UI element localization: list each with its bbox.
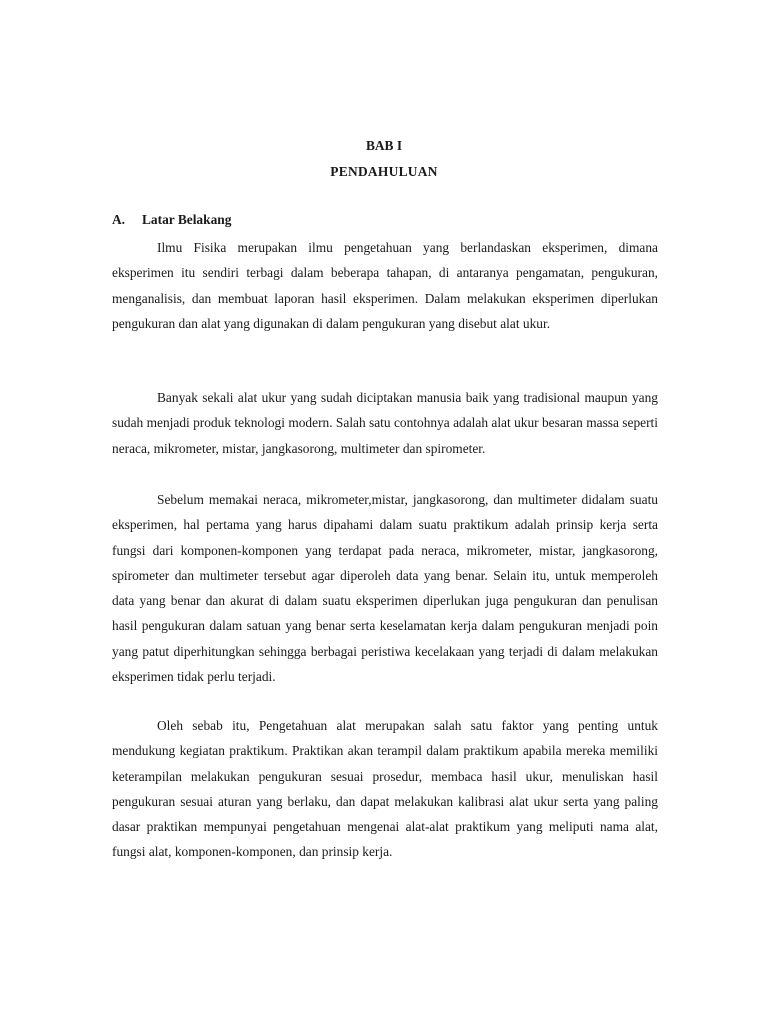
section-heading <box>112 212 231 228</box>
paragraph-4: Oleh sebab itu, Pengetahuan alat merupakan salah satu faktor yang penting untuk mendukung kegiatan praktikum. Praktikan akan terampil dalam praktikum apabila mereka memiliki keterampilan melakukan pengukuran sesuai prosedur, membaca hasil ukur, menuliskan hasil pengukuran sesuai aturan yang berlaku, dan dapat melakukan kalibrasi alat ukur serta yang paling dasar praktikan mempunyai pengetahuan mengenai alat-alat praktikum yang meliputi nama alat, fungsi alat, komponen-komponen, dan prinsip kerja. <box>112 718 658 860</box>
section-letter: A. <box>112 212 126 227</box>
paragraph-2: Banyak sekali alat ukur yang sudah diciptakan manusia baik yang tradisional maupun yang sudah menjadi produk teknologi modern. Salah satu contohnya adalah alat ukur besaran massa seperti neraca, mikrometer, mistar, jangkasorong, multimeter dan spirometer. <box>112 390 658 456</box>
paragraph-3: Sebelum memakai neraca, mikrometer,mistar, jangkasorong, dan multimeter didalam suatu eksperimen, hal pertama yang harus dipahami dalam suatu praktikum adalah prinsip kerja serta fungsi dari komponen-komponen yang terdapat pada neraca, mikrometer, mistar, jangkasorong, spirometer dan multimeter tersebut agar diperoleh data yang benar. Selain itu, untuk memperoleh data yang benar dan akurat di dalam suatu eksperimen diperlukan juga pengukuran dan penulisan hasil pengukuran dalam satuan yang benar serta keselamatan kerja dalam pengukuran menjadi poin yang patut diperhitungkan sehingga berbagai peristiwa kecelakaan yang terjadi di dalam melakukan eksperimen tidak perlu terjadi. <box>112 492 658 685</box>
chapter-number: BAB I <box>365 138 403 153</box>
chapter-title: PENDAHULUAN <box>330 164 438 179</box>
paragraph-1: Ilmu Fisika merupakan ilmu pengetahuan yang berlandaskan eksperimen, dimana eksperimen itu sendiri terbagi dalam beberapa tahapan, di antaranya pengamatan, pengukuran, menganalisis, dan membuat laporan hasil eksperimen. Dalam melakukan eksperimen diperlukan pengukuran dan alat yang digunakan di dalam pengukuran yang disebut alat ukur. <box>112 240 658 331</box>
section-title: Latar Belakang <box>142 212 232 227</box>
